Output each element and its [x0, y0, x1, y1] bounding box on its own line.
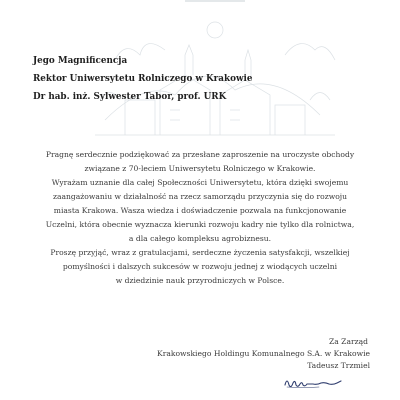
body-line: miasta Krakowa. Wasza wiedza i doświadczenie pozwala na funkcjonowanie [53, 206, 347, 215]
body-line: a dla całego kompleksu agrobiznesu. [128, 234, 272, 243]
closing-on-behalf: Za Zarząd [328, 337, 368, 346]
body-line: w dziedzinie nauk przyrodniczych w Polsce. [115, 276, 285, 285]
body-line: Proszę przyjąć, wraz z gratulacjami, serdeczne życzenia satysfakcji, wszelkiej [50, 248, 350, 257]
letter-body [20, 148, 380, 288]
body-line: Pragnę serdecznie podziękować za przesłane zaproszenie na uroczyste obchody [45, 150, 355, 159]
body-line: Wyrażam uznanie dla całej Społeczności Uniwersytetu, która dzięki swojemu [51, 178, 349, 187]
addressee-position: Rektor Uniwersytetu Rolniczego w Krakowie [33, 74, 253, 84]
closing-signatory: Tadeusz Trzmiel [307, 361, 370, 370]
body-line: związane z 70-leciem Uniwersytetu Rolniczego w Krakowie. [84, 164, 316, 173]
addressee-title: Jego Magnificencja [33, 56, 128, 66]
addressee-name: Dr hab. inż. Sylwester Tabor, prof. URK [33, 92, 227, 102]
body-line: zaangażowaniu w działalność na rzecz samorządu przyczynia się do rozwoju [52, 192, 348, 201]
body-line: pomyślności i dalszych sukcesów w rozwoju jednej z wiodących uczelni [62, 262, 338, 271]
body-line: Uczelni, która obecnie wyznacza kierunki rozwoju kadry nie tylko dla rolnictwa, [45, 220, 355, 229]
handwritten-signature [283, 373, 345, 391]
closing-company: Krakowskiego Holdingu Komunalnego S.A. w Krakowie [157, 349, 370, 358]
closing-block [100, 336, 400, 372]
addressee-block [33, 52, 373, 106]
